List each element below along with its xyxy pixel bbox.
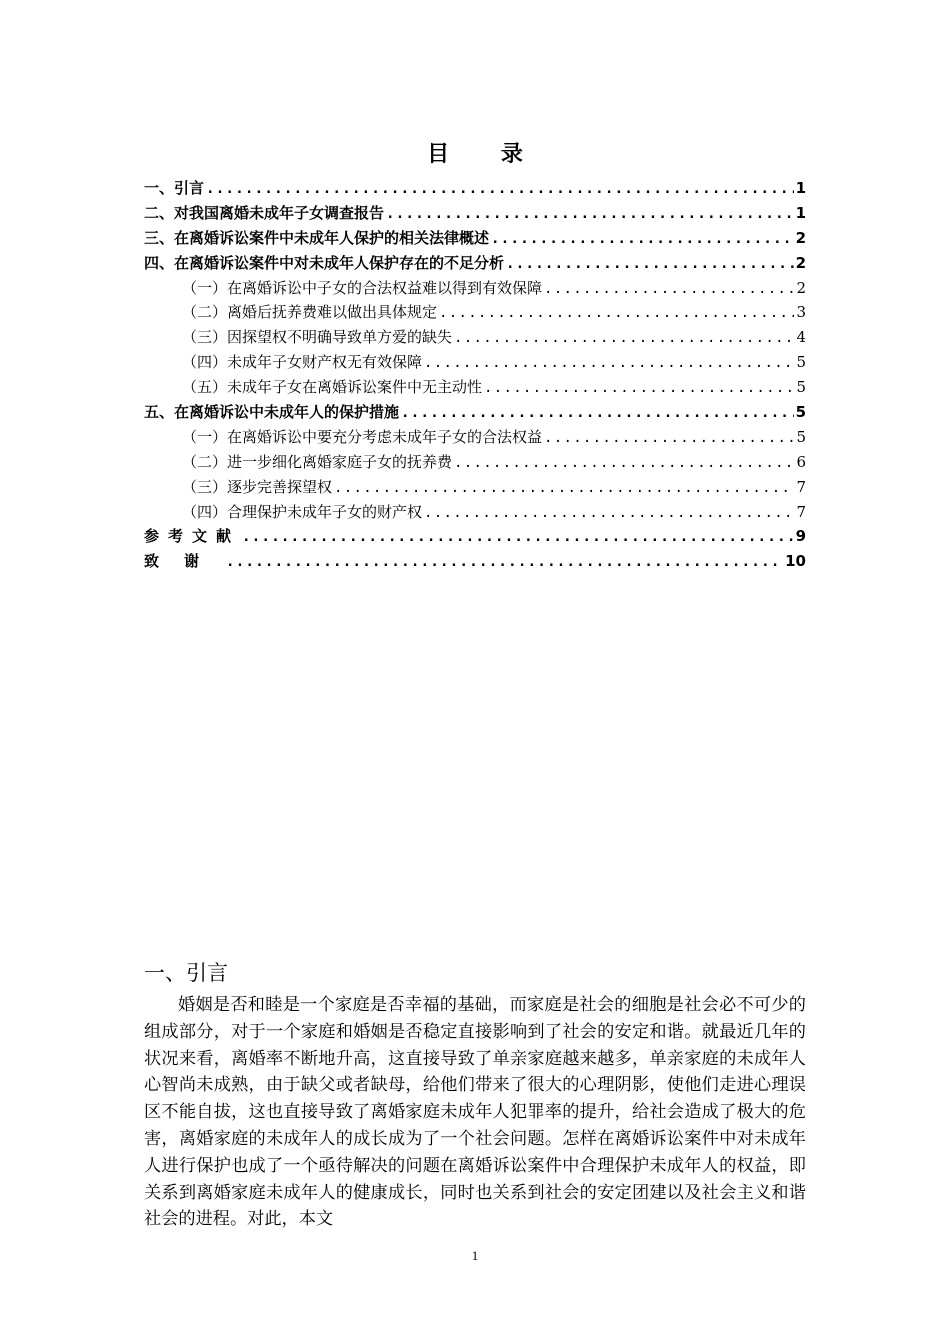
toc-entry-acknowledgements[interactable] bbox=[144, 549, 806, 574]
toc-entry-title: （三）因探望权不明确导致单方爱的缺失 bbox=[182, 328, 453, 347]
toc-entry-page: 1 bbox=[795, 203, 806, 222]
toc-entry-title: （一）在离婚诉讼中要充分考虑未成年子女的合法权益 bbox=[182, 427, 543, 446]
toc-subentry[interactable] bbox=[144, 300, 806, 325]
toc-title: 目 录 bbox=[427, 141, 545, 167]
toc-leader-dots bbox=[334, 476, 794, 501]
toc-leader-dots bbox=[226, 550, 783, 575]
toc-entry[interactable] bbox=[144, 251, 806, 276]
toc-entry-page: 5 bbox=[796, 378, 806, 397]
toc-entry-page: 2 bbox=[795, 253, 806, 272]
toc-entry-page: 2 bbox=[795, 228, 806, 247]
toc-entry-title: 一、引言 bbox=[144, 179, 205, 197]
toc-entry-page: 1 bbox=[795, 179, 806, 197]
toc-leader-dots bbox=[206, 177, 794, 202]
toc-entry-page: 3 bbox=[796, 303, 806, 322]
toc-entry-title: （三）逐步完善探望权 bbox=[182, 477, 333, 496]
toc-entry-title: 参考文献 bbox=[144, 527, 241, 546]
toc-entry-page: 5 bbox=[795, 403, 806, 422]
toc-entry[interactable] bbox=[144, 201, 806, 226]
toc-leader-dots bbox=[484, 376, 794, 401]
toc-entry-title: 三、在离婚诉讼案件中未成年人保护的相关法律概述 bbox=[144, 228, 490, 247]
toc-entry-title: 五、在离婚诉讼中未成年人的保护措施 bbox=[144, 403, 400, 422]
toc-subentry[interactable] bbox=[144, 450, 806, 475]
body-paragraph: 婚姻是否和睦是一个家庭是否幸福的基础，而家庭是社会的细胞是社会必不可少的组成部分，对于一个家庭和婚姻是否稳定直接影响到了社会的安定和谐。就最近几年的状况来看，离婚率不断地升高，这直接导致了单亲家庭越来越多，单亲家庭的未成年人心智尚未成熟，由于缺父或者缺母，给他们带来了很大的心理阴影，使他们走进心理误区不能自拔，这也直接导致了离婚家庭未成年人犯罪率的提升，给社会造成了极大的危害，离婚家庭的未成年人的成长成为了一个社会问题。怎样在离婚诉讼案件中对未成年人进行保护也成了一个亟待解决的问题在离婚诉讼案件中合理保护未成年人的权益，即关系到离婚家庭未成年人的健康成长，同时也关系到社会的安定团建以及社会主义和谐社会的进程。对此，本文 bbox=[144, 995, 806, 1230]
toc-entry-title: 致谢 bbox=[144, 552, 225, 571]
toc-leader-dots bbox=[544, 277, 794, 302]
toc-leader-dots bbox=[454, 326, 794, 351]
toc-leader-dots bbox=[386, 202, 794, 227]
toc-entry-title: 四、在离婚诉讼案件中对未成年人保护存在的不足分析 bbox=[144, 253, 505, 272]
toc-subentry[interactable] bbox=[144, 375, 806, 400]
toc-entry-page: 4 bbox=[796, 328, 806, 347]
toc-entry-title: （二）进一步细化离婚家庭子女的抚养费 bbox=[182, 452, 453, 471]
toc-entry-page: 7 bbox=[796, 477, 806, 496]
toc-entry-title: （四）合理保护未成年子女的财产权 bbox=[182, 502, 423, 521]
toc-leader-dots bbox=[544, 426, 794, 451]
toc-leader-dots bbox=[439, 301, 794, 326]
toc-subentry[interactable] bbox=[144, 276, 806, 301]
toc-leader-dots bbox=[242, 525, 794, 550]
toc-entry-title: （一）在离婚诉讼中子女的合法权益难以得到有效保障 bbox=[182, 278, 543, 297]
toc-entry-page: 5 bbox=[796, 353, 806, 372]
toc-entry-title: （二）离婚后抚养费难以做出具体规定 bbox=[182, 303, 438, 322]
section-heading: 一、引言 bbox=[144, 961, 228, 985]
toc-leader-dots bbox=[491, 227, 794, 252]
toc-entry-references[interactable] bbox=[144, 524, 806, 549]
toc-leader-dots bbox=[424, 501, 794, 526]
toc-entry[interactable] bbox=[144, 400, 806, 425]
toc-subentry[interactable] bbox=[144, 350, 806, 375]
toc-entry-title: （五）未成年子女在离婚诉讼案件中无主动性 bbox=[182, 378, 483, 397]
toc-entry-page: 9 bbox=[795, 527, 806, 546]
toc-entry-title: 二、对我国离婚未成年子女调查报告 bbox=[144, 203, 385, 222]
toc-leader-dots bbox=[401, 401, 794, 426]
toc-entry-title: （四）未成年子女财产权无有效保障 bbox=[182, 353, 423, 372]
toc-entry[interactable] bbox=[144, 176, 806, 201]
toc-subentry[interactable] bbox=[144, 475, 806, 500]
page-number: 1 bbox=[471, 1248, 479, 1263]
toc-entry-page: 2 bbox=[796, 278, 806, 297]
toc-leader-dots bbox=[454, 451, 794, 476]
table-of-contents bbox=[144, 176, 806, 574]
toc-subentry[interactable] bbox=[144, 325, 806, 350]
toc-entry-page: 5 bbox=[796, 427, 806, 446]
toc-entry-page: 10 bbox=[785, 552, 806, 571]
toc-leader-dots bbox=[424, 351, 794, 376]
toc-entry-page: 7 bbox=[796, 502, 806, 521]
toc-entry[interactable] bbox=[144, 226, 806, 251]
toc-leader-dots bbox=[506, 252, 794, 277]
toc-entry-page: 6 bbox=[796, 452, 806, 471]
toc-subentry[interactable] bbox=[144, 500, 806, 525]
toc-subentry[interactable] bbox=[144, 425, 806, 450]
